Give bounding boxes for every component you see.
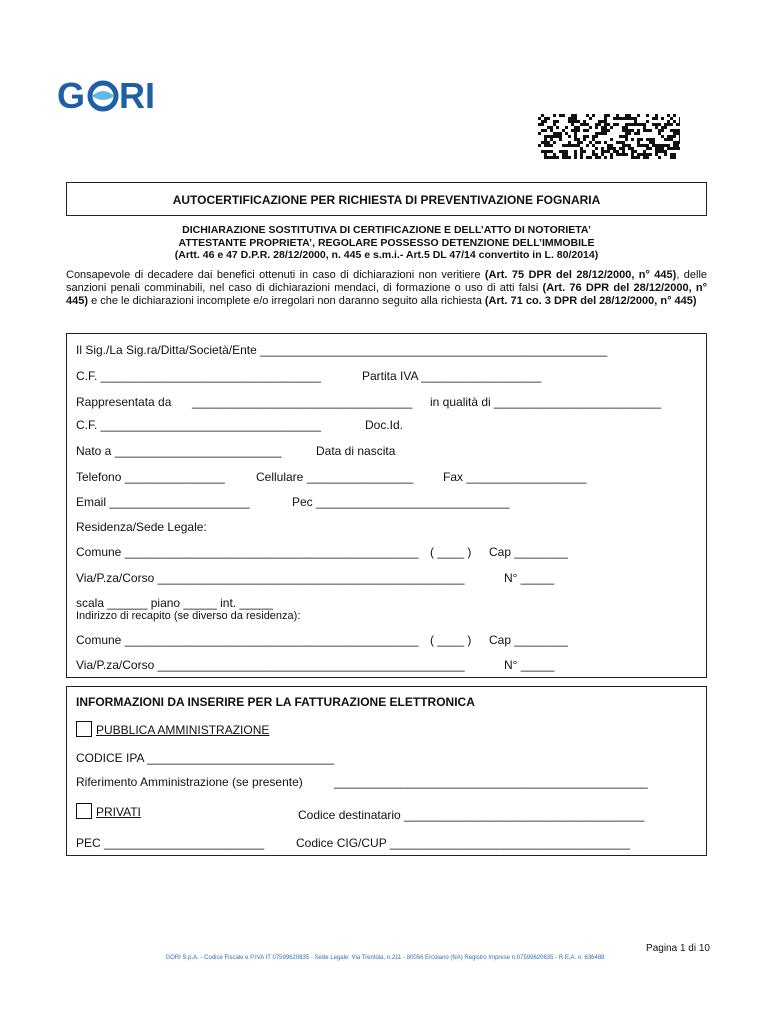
cap-recapito-field[interactable]: Cap ________: [489, 633, 568, 647]
cf-field[interactable]: C.F. _________________________________: [76, 369, 321, 383]
telefono-field[interactable]: Telefono _______________: [76, 470, 225, 484]
civico-field[interactable]: N° _____: [504, 571, 555, 585]
codice-destinatario-field[interactable]: Codice destinatario ____________________________________: [298, 808, 645, 822]
rappresentata-label: Rappresentata da: [76, 395, 172, 409]
fax-field[interactable]: Fax __________________: [443, 470, 587, 484]
page-number: Pagina 1 di 10: [646, 943, 710, 954]
civico-recapito-field[interactable]: N° _____: [504, 658, 555, 672]
billing-box: [66, 686, 707, 856]
intro-paragraph: Consapevole di decadere dai benefici ottenuti in caso di dichiarazioni non veritiere (Art. 75 DPR del 28/12/2000, n° 445), delle sanzioni penali comminabili, nel caso di dichiarazioni mendaci, di formazione o uso di atti falsi (Art. 76 DPR del 28/12/2000, n° 445) e che le dichiarazioni incomplete e/o irregolari non daranno seguito alla richiesta (Art. 71 co. 3 DPR del 28/12/2000, n° 445): [66, 269, 708, 307]
provincia-field[interactable]: ( ____ ): [430, 545, 472, 559]
riferimento-label: Riferimento Amministrazione (se presente): [76, 775, 303, 789]
doc-id-label: Doc.Id.: [365, 418, 404, 432]
pa-label: PUBBLICA AMMINISTRAZIONE: [96, 723, 270, 737]
provincia-recapito-field[interactable]: ( ____ ): [430, 633, 472, 647]
cf-rappresentante-field[interactable]: C.F. _________________________________: [76, 418, 321, 432]
comune-recapito-field[interactable]: Comune ____________________________________________: [76, 633, 419, 647]
comune-field[interactable]: Comune ____________________________________________: [76, 545, 419, 559]
codice-ipa-field[interactable]: CODICE IPA ____________________________: [76, 751, 334, 765]
rappresentata-field[interactable]: _________________________________: [192, 395, 413, 409]
data-nascita-label: Data di nascita: [316, 444, 396, 458]
cellulare-field[interactable]: Cellulare ________________: [256, 470, 414, 484]
qualita-field[interactable]: in qualità di _________________________: [430, 395, 661, 409]
riferimento-field[interactable]: _______________________________________________: [334, 775, 648, 789]
sig-field[interactable]: Il Sig./La Sig.ra/Ditta/Società/Ente ____________________________________________________: [76, 343, 608, 357]
svg-text:G: G: [57, 76, 86, 114]
gori-logo: [57, 76, 167, 114]
barcode-image: [538, 114, 680, 159]
svg-text:RI: RI: [119, 76, 155, 114]
company-footer: GORI S.p.A. - Codice Fiscale e P.IVA IT 07599620635 - Sede Legale: Via Trentola, n.211 - 80056 Ercolano (NA) Registro Imprese n.07599620635 - R.E.A. n. 636488: [165, 955, 605, 961]
cap-field[interactable]: Cap ________: [489, 545, 568, 559]
subheading-line: ATTESTANTE PROPRIETA’, REGOLARE POSSESSO DETENZIONE DELL’IMMOBILE: [178, 236, 595, 249]
residenza-label: Residenza/Sede Legale:: [76, 520, 207, 534]
pec-billing-field[interactable]: PEC ________________________: [76, 836, 265, 850]
declaration-subheading: [66, 224, 707, 262]
scala-piano-int-field[interactable]: scala ______ piano _____ int. _____: [76, 596, 273, 610]
pa-checkbox[interactable]: [76, 721, 92, 737]
partita-iva-field[interactable]: Partita IVA __________________: [362, 369, 542, 383]
document-title: AUTOCERTIFICAZIONE PER RICHIESTA DI PREVENTIVAZIONE FOGNARIA: [66, 182, 707, 216]
cig-cup-field[interactable]: Codice CIG/CUP ____________________________________: [296, 836, 631, 850]
via-recapito-field[interactable]: Via/P.za/Corso ______________________________________________: [76, 658, 465, 672]
nato-a-field[interactable]: Nato a _________________________: [76, 444, 282, 458]
via-field[interactable]: Via/P.za/Corso ______________________________________________: [76, 571, 465, 585]
privati-label: PRIVATI: [96, 805, 141, 819]
billing-title: INFORMAZIONI DA INSERIRE PER LA FATTURAZIONE ELETTRONICA: [76, 695, 475, 709]
privati-checkbox[interactable]: [76, 803, 92, 819]
email-field[interactable]: Email _____________________: [76, 495, 250, 509]
recapito-label: Indirizzo di recapito (se diverso da residenza):: [76, 610, 301, 622]
pa-option[interactable]: [76, 721, 269, 737]
subheading-line: DICHIARAZIONE SOSTITUTIVA DI CERTIFICAZIONE E DELL’ATTO DI NOTORIETA’: [182, 224, 591, 236]
pec-field[interactable]: Pec _____________________________: [292, 495, 510, 509]
subheading-line: (Artt. 46 e 47 D.P.R. 28/12/2000, n. 445 e s.m.i.- Art.5 DL 47/14 convertito in L. 80/2014): [174, 249, 599, 261]
privati-option[interactable]: [76, 803, 141, 819]
